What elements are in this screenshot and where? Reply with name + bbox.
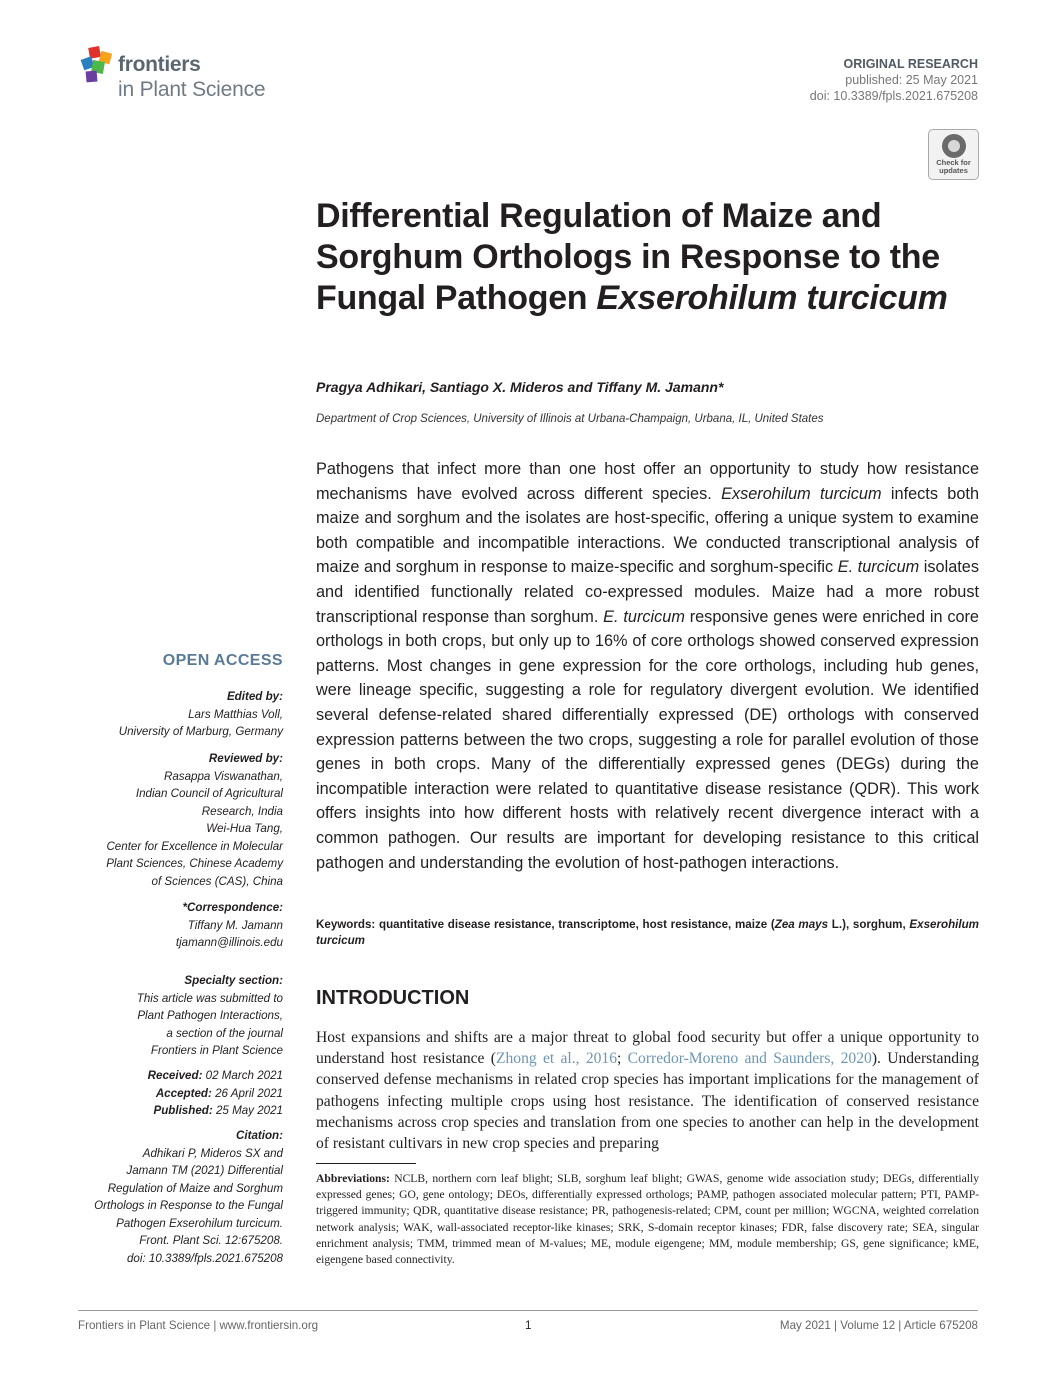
- reviewed-by-block: [106, 750, 283, 890]
- abstract-text: responsive genes were enriched in core orthologs in both crops, but only up to 16% of core orthologs showed conserved expression patterns. Most changes in gene expression for the core orthologs, including hub genes, were lineage specific, suggesting a role for regulatory divergent evolution. We identified several defense-related shared differentially expressed (DE) orthologs with conserved expression patterns between the two crops, suggesting a role for parallel evolution of those genes in both crops. Many of the differentially expressed genes (DEGs) during the incompatible interaction were related to quantitative disease resistance (QDR). This work offers insights into how different hosts with relatively recent divergence interact with a common pathogen. Our results are important for developing resistance to this critical pathogen and understanding the evolution of host-pathogen interactions.: [316, 607, 979, 872]
- editor-name: Lars Matthias Voll,: [188, 707, 283, 721]
- footnote-label: Abbreviations:: [316, 1172, 390, 1185]
- citation-doi[interactable]: doi: 10.3389/fpls.2021.675208: [126, 1251, 283, 1265]
- citation-text: Adhikari P, Mideros SX and: [142, 1146, 283, 1160]
- abstract: [316, 457, 979, 875]
- specialty-text: This article was submitted to: [136, 991, 283, 1005]
- introduction-text: [316, 1027, 979, 1154]
- correspondence-block: [176, 899, 283, 952]
- affiliation: Department of Crop Sciences, University of Illinois at Urbana-Champaign, Urbana, IL, United States: [316, 413, 824, 425]
- authors: Pragya Adhikari, Santiago X. Mideros and Tiffany M. Jamann*: [316, 379, 724, 395]
- citation-text: Jamann TM (2021) Differential: [126, 1164, 283, 1177]
- intro-text: Host expansions and shifts are a major threat to global food security but offer a unique opportunity to understand host resistance (: [316, 1029, 979, 1068]
- accepted-date: 26 April 2021: [211, 1086, 283, 1100]
- edited-by-block: [119, 688, 283, 741]
- footer-journal[interactable]: Frontiers in Plant Science | www.frontiersin.org: [78, 1319, 319, 1332]
- logo-subtitle: in Plant Science: [118, 78, 266, 101]
- update-icon: [942, 134, 966, 158]
- reviewer-affiliation: Plant Sciences, Chinese Academy: [106, 857, 283, 870]
- journal-logo[interactable]: [80, 45, 300, 105]
- correspondence-label: *Correspondence:: [182, 901, 283, 914]
- keywords-label: Keywords:: [316, 918, 376, 931]
- correspondence-email[interactable]: tjamann@illinois.edu: [175, 936, 283, 949]
- keywords-text: L.), sorghum,: [828, 918, 910, 931]
- title-text: Differential Regulation of Maize and Sorghum Orthologs in Response to the Fungal Pathogen: [316, 197, 940, 317]
- specialty-section-block: [137, 972, 283, 1060]
- keywords: [316, 917, 979, 949]
- reviewer-affiliation: Center for Excellence in Molecular: [106, 839, 283, 853]
- intro-text: ). Understanding conserved defense mechanisms in related crop species has important implications for the management of pathogens infecting multiple crops using host resistance. The identification of conserved resistance mechanisms across crop species and translation from one species to another can help in the development of resistant cultivars in new crop species and preparing: [316, 1050, 979, 1153]
- keywords-species: Exserohilum turcicum: [316, 918, 979, 947]
- citation-text: Front. Plant Sci. 12:675208.: [139, 1234, 283, 1247]
- reviewer-affiliation: Research, India: [201, 804, 283, 818]
- abstract-text: isolates and identified functionally related co-expressed modules. Maize had a more robust transcriptional response than sorghum.: [316, 558, 979, 626]
- abstract-species: Exserohilum turcicum: [721, 484, 882, 503]
- keywords-text: quantitative disease resistance, transcriptome, host resistance, maize (: [375, 918, 775, 931]
- reviewed-by-label: Reviewed by:: [208, 752, 283, 765]
- reviewer-name: Rasappa Viswanathan,: [163, 769, 283, 783]
- citation-block: [94, 1127, 283, 1267]
- footnote-divider: [316, 1163, 416, 1164]
- specialty-text: a section of the journal: [166, 1026, 283, 1040]
- title-species: Exserohilum turcicum: [596, 279, 948, 317]
- open-access-label: OPEN ACCESS: [162, 652, 283, 669]
- publish-date: published: 25 May 2021: [845, 73, 978, 87]
- footer-divider: [78, 1310, 978, 1311]
- article-meta: [810, 56, 978, 104]
- keywords-species: Zea mays: [774, 918, 829, 931]
- citation-label: Citation:: [235, 1129, 283, 1142]
- footnote-text: NCLB, northern corn leaf blight; SLB, sorghum leaf blight; GWAS, genome wide association study; DEGs, differentially expressed genes; GO, gene ontology; DEOs, differentially expressed orthologs; PAMP, pathogen associated molecular pattern; PTI, PAMP-triggered immunity; QDR, quantitative disease resistance; PR, pathogenesis-related; CPM, count per million; WGCNA, weighted correlation network analysis; WAK, wall-associated receptor-like kinases; SRK, S-domain receptor kinases; FDR, false discovery rate; SEA, singular enrichment analysis; TMM, trimmed mean of M-values; ME, module eigengene; MM, module membership; GS, gene significance; kME, eigengene based connectivity.: [316, 1172, 979, 1267]
- received-date: 02 March 2021: [202, 1069, 283, 1082]
- footer-volume: May 2021 | Volume 12 | Article 675208: [779, 1319, 978, 1332]
- citation-link[interactable]: Zhong et al., 2016: [495, 1050, 618, 1068]
- editor-affiliation: University of Marburg, Germany: [118, 725, 283, 738]
- page-number: 1: [525, 1319, 532, 1332]
- article-title: [316, 196, 986, 319]
- check-updates-label: Check for updates: [936, 158, 971, 175]
- abstract-species: E. turcicum: [837, 558, 920, 577]
- accepted-label: Accepted:: [155, 1086, 212, 1100]
- citation-text: Orthologs in Response to the Fungal: [94, 1199, 283, 1212]
- logo-title: frontiers: [118, 53, 201, 76]
- abstract-text: Pathogens that infect more than one host offer an opportunity to study how resistance mechanisms have evolved across different species.: [316, 460, 979, 503]
- received-label: Received:: [147, 1069, 203, 1082]
- correspondence-name: Tiffany M. Jamann: [187, 918, 283, 932]
- reviewer-affiliation: of Sciences (CAS), China: [151, 874, 283, 888]
- specialty-text: Plant Pathogen Interactions,: [137, 1009, 283, 1022]
- abbreviations-footnote: [316, 1171, 979, 1268]
- check-for-updates-button[interactable]: [928, 129, 979, 180]
- abstract-species: E. turcicum: [603, 607, 685, 626]
- intro-text: ;: [617, 1050, 628, 1068]
- specialty-label: Specialty section:: [184, 974, 283, 987]
- reviewer-affiliation: Indian Council of Agricultural: [135, 787, 283, 800]
- published-date: 25 May 2021: [212, 1104, 283, 1117]
- article-doi[interactable]: doi: 10.3389/fpls.2021.675208: [809, 89, 978, 103]
- section-heading: INTRODUCTION: [316, 987, 470, 1009]
- dates-block: [148, 1067, 283, 1120]
- citation-text: Regulation of Maize and Sorghum: [107, 1181, 283, 1195]
- reviewer-name: Wei-Hua Tang,: [206, 822, 283, 835]
- article-type: ORIGINAL RESEARCH: [843, 57, 978, 71]
- edited-by-label: Edited by:: [226, 690, 283, 703]
- abstract-text: infects both maize and sorghum and the isolates are host-specific, offering a unique system to examine both compatible and incompatible interactions. We conducted transcriptional analysis of maize and sorghum in response to maize-specific and sorghum-specific: [316, 484, 979, 577]
- citation-link[interactable]: Corredor-Moreno and Saunders, 2020: [627, 1050, 872, 1068]
- specialty-text: Frontiers in Plant Science: [150, 1044, 283, 1057]
- citation-text: Pathogen Exserohilum turcicum.: [116, 1216, 283, 1230]
- frontiers-logo-icon: [80, 45, 116, 85]
- published-label: Published:: [153, 1104, 213, 1117]
